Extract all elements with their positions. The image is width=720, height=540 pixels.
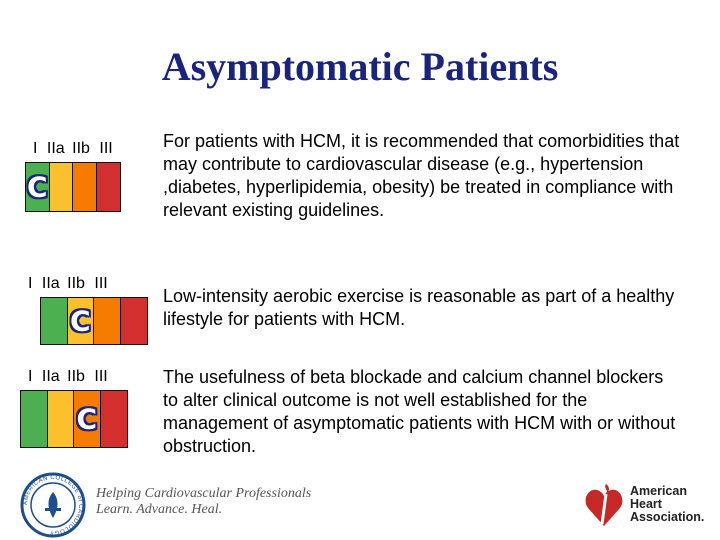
bar-class-i	[21, 391, 48, 447]
bar-class-iib	[73, 163, 97, 211]
class-label-iii: III	[94, 275, 108, 292]
aha-line-2: Heart	[630, 497, 662, 511]
recommendation-text: Low-intensity aerobic exercise is reasonable as part of a healthy lifestyle for patients with HCM.	[163, 286, 675, 329]
class-indicator	[28, 275, 128, 350]
bar-class-iib	[94, 298, 121, 344]
class-indicator	[28, 368, 128, 448]
bar-class-iib	[74, 391, 101, 447]
aha-heart-torch-icon	[584, 480, 624, 530]
class-bars	[20, 390, 128, 448]
class-label-iia: IIa	[41, 368, 60, 385]
level-of-evidence-badge: C	[76, 402, 98, 436]
class-label-i: I	[33, 140, 38, 157]
class-label-iib: IIb	[67, 275, 85, 292]
class-label-i: I	[28, 275, 33, 292]
class-bars	[40, 297, 148, 345]
bar-class-iii	[101, 391, 128, 447]
recommendation-text: The usefulness of beta blockade and calcium channel blockers to alter clinical outcome is not well established for the management of asymptomatic patients with HCM with or without obstruction.	[163, 367, 676, 456]
aha-line-3: Association.	[630, 510, 705, 524]
class-label-i: I	[28, 368, 33, 385]
class-labels	[28, 275, 108, 293]
level-of-evidence-badge: C	[26, 170, 48, 204]
bar-class-iia	[50, 163, 74, 211]
class-indicator	[25, 140, 125, 215]
acc-seal-text: AMERICAN COLLEGE of CARDIOLOGY	[22, 474, 84, 536]
class-label-iii: III	[99, 140, 113, 157]
class-labels	[28, 368, 108, 386]
tagline-line-1: Helping Cardiovascular Professionals	[96, 486, 312, 501]
class-bars	[25, 162, 121, 212]
level-of-evidence-badge: C	[69, 304, 91, 338]
aha-line-1: American	[630, 484, 687, 498]
bar-class-iia	[48, 391, 75, 447]
bar-class-i	[41, 298, 68, 344]
recommendation-text: For patients with HCM, it is recommended that comorbidities that may contribute to cardiovascular disease (e.g., hypertension ,diabetes, hyperlipidemia, obesity) be treated in compliance with relevant existing guidelines.	[163, 131, 680, 220]
bar-class-iii	[97, 163, 121, 211]
class-label-iib: IIb	[72, 140, 90, 157]
class-label-iib: IIb	[67, 368, 85, 385]
slide-title: Asymptomatic Patients	[161, 44, 559, 89]
class-label-iia: IIa	[41, 275, 60, 292]
class-labels	[33, 140, 113, 158]
acc-seal-logo	[20, 472, 86, 538]
acc-tagline	[96, 486, 311, 518]
aha-wordmark	[630, 485, 704, 524]
tagline-line-2: Learn. Advance. Heal.	[96, 502, 223, 517]
class-label-iia: IIa	[46, 140, 65, 157]
bar-class-i	[26, 163, 50, 211]
bar-class-iii	[121, 298, 148, 344]
bar-class-iia	[68, 298, 95, 344]
class-label-iii: III	[94, 368, 108, 385]
